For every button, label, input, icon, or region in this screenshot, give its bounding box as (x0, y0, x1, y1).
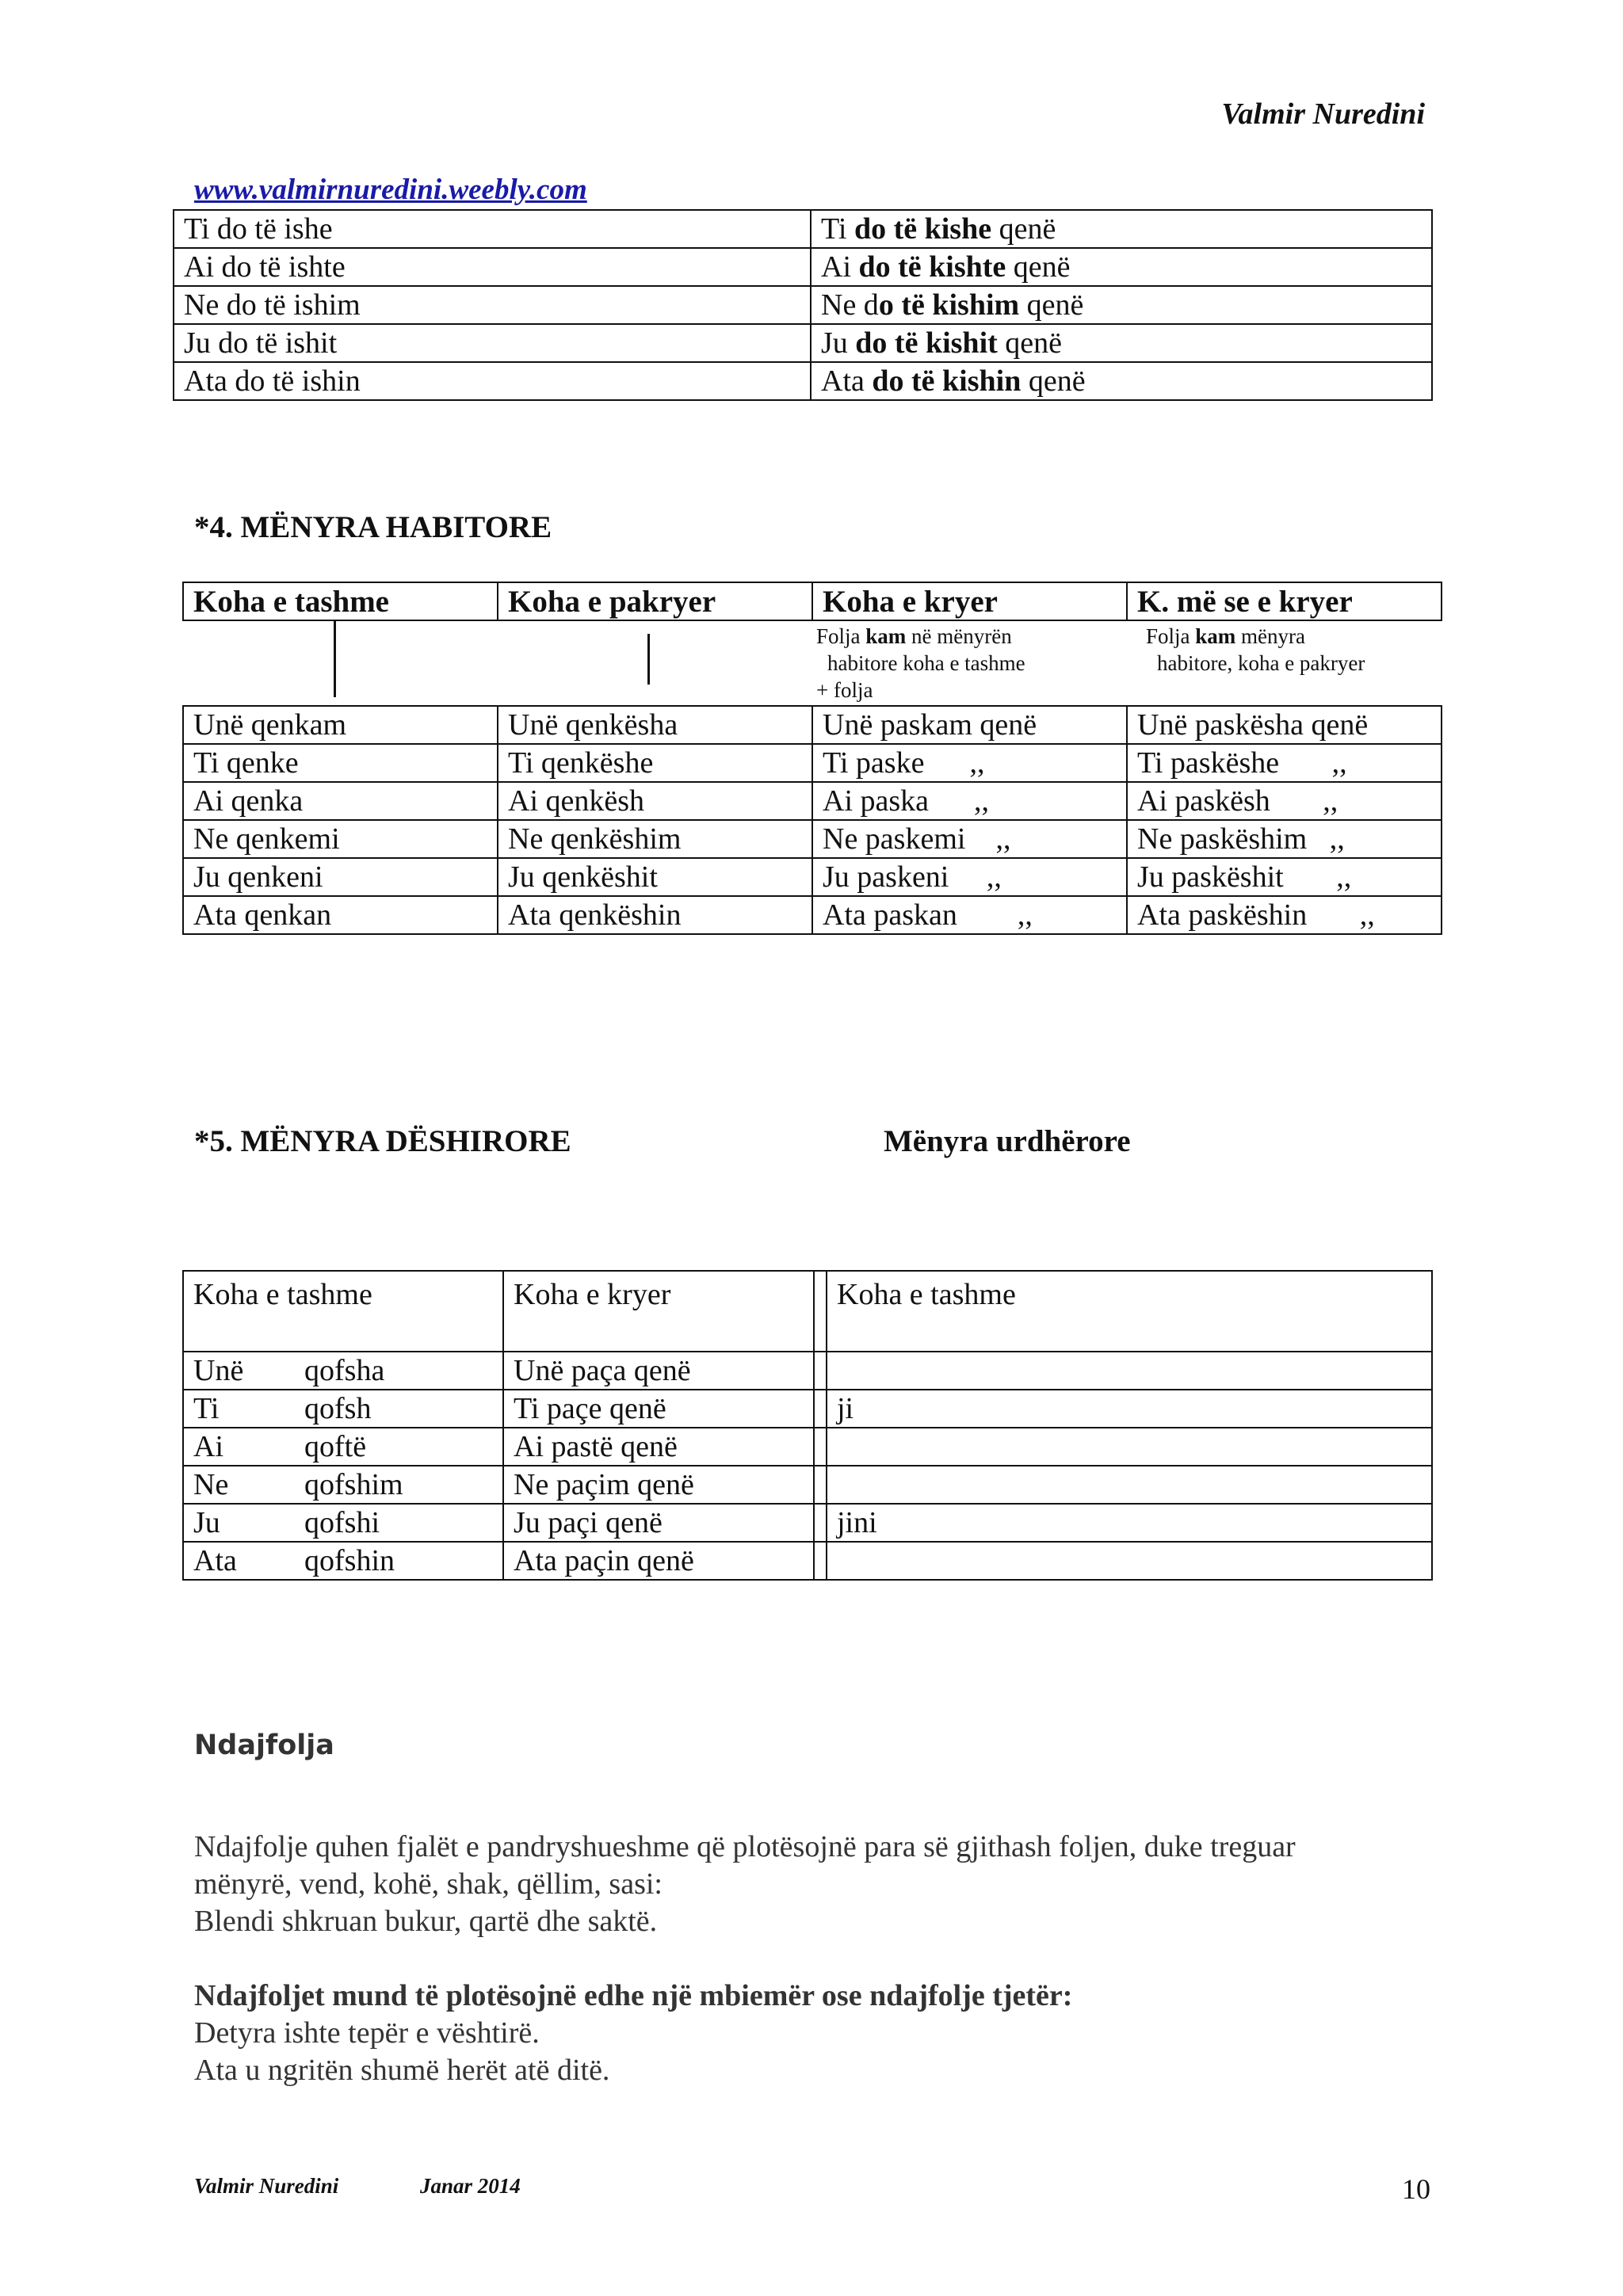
table-cell: Ne qenkëshim (498, 820, 812, 858)
table-cell: Ai qoftë (183, 1428, 503, 1466)
table-header-row (183, 582, 1442, 620)
table-cell: Ai do të ishte (174, 248, 811, 286)
table-cell: Ata paskëshin ,, (1127, 896, 1442, 934)
table-row (183, 1504, 1432, 1542)
table-row (183, 896, 1442, 934)
conditional-table (173, 209, 1433, 401)
table-cell: Ai paska ,, (812, 782, 1127, 820)
table-cell (827, 1352, 1432, 1390)
table-cell: Ata qenkan (183, 896, 498, 934)
divider-line (647, 634, 650, 685)
table-row (183, 744, 1442, 782)
table-row (183, 1466, 1432, 1504)
table-cell: Ju paçi qenë (503, 1504, 814, 1542)
note-me-se-e-kryer: Folja kam mënyra habitore, koha e pakryer (1146, 624, 1365, 675)
page-number: 10 (1402, 2173, 1430, 2205)
table-cell: Ju paskëshit ,, (1127, 858, 1442, 896)
table-cell: Ata paçin qenë (503, 1542, 814, 1580)
habitore-header-table (182, 582, 1442, 621)
table-spacer (814, 1466, 827, 1504)
section-5-subtitle: Mënyra urdhërore (884, 1124, 1131, 1158)
section-4-title: *4. MËNYRA HABITORE (194, 510, 552, 544)
table-cell: Ai paskësh ,, (1127, 782, 1442, 820)
table-cell: Ai qenkësh (498, 782, 812, 820)
table-cell (827, 1466, 1432, 1504)
header-author: Valmir Nuredini (1221, 97, 1425, 131)
table-row (183, 1428, 1432, 1466)
table-cell: Ai pastë qenë (503, 1428, 814, 1466)
table-cell: Ti qenke (183, 744, 498, 782)
table-cell: Ne paskemi ,, (812, 820, 1127, 858)
table-cell: Ju qofshi (183, 1504, 503, 1542)
section-title-ndajfolja: Ndajfolja (194, 1730, 334, 1761)
table-row (174, 248, 1432, 286)
table-cell: Unë paça qenë (503, 1352, 814, 1390)
table-cell: Ata qenkëshin (498, 896, 812, 934)
table-cell: Unë paskam qenë (812, 706, 1127, 744)
paragraph-lead: Ndajfoljet mund të plotësojnë edhe një mbiemër ose ndajfolje tjetër: (194, 1979, 1073, 2012)
table-spacer (814, 1504, 827, 1542)
paragraph-line: Detyra ishte tepër e vështirë. (194, 2016, 540, 2050)
paragraph-line: Ndajfolje quhen fjalët e pandryshueshme që plotësojnë para së gjithash foljen, duke treguar (194, 1830, 1296, 1863)
table-row (174, 210, 1432, 248)
section-5-title: *5. MËNYRA DËSHIRORE (194, 1124, 571, 1158)
table-cell: Ne do të ishim (174, 286, 811, 324)
table-cell: Ata do të ishin (174, 362, 811, 400)
table-row (183, 1542, 1432, 1580)
table-row (174, 324, 1432, 362)
table-cell: Ne paskëshim ,, (1127, 820, 1442, 858)
table-cell: Ti do të kishe qenë (811, 210, 1432, 248)
table-cell: Unë qenkam (183, 706, 498, 744)
table-header-row (183, 1271, 1432, 1352)
website-link[interactable]: www.valmirnuredini.weebly.com (194, 174, 587, 206)
deshirore-table (182, 1270, 1433, 1581)
column-header: Koha e kryer (503, 1271, 814, 1352)
table-cell: Ai do të kishte qenë (811, 248, 1432, 286)
paragraph-examples (194, 1978, 1462, 2089)
table-cell: Ju paskeni ,, (812, 858, 1127, 896)
table-cell: ji (827, 1390, 1432, 1428)
table-cell: Ti qofsh (183, 1390, 503, 1428)
note-koha-e-kryer: Folja kam në mënyrën habitore koha e tashme + folja (816, 624, 1025, 702)
table-spacer (814, 1542, 827, 1580)
paragraph-definition (194, 1829, 1462, 1940)
paragraph-line: Blendi shkruan bukur, qartë dhe saktë. (194, 1905, 658, 1938)
table-cell: Ju do të kishit qenë (811, 324, 1432, 362)
table-cell: Ti paskëshe ,, (1127, 744, 1442, 782)
table-row (183, 782, 1442, 820)
table-spacer (814, 1271, 827, 1352)
table-cell: Ti paske ,, (812, 744, 1127, 782)
table-spacer (814, 1352, 827, 1390)
paragraph-line: Ata u ngritën shumë herët atë ditë. (194, 2054, 610, 2087)
table-row (174, 362, 1432, 400)
table-row (183, 1352, 1432, 1390)
table-spacer (814, 1428, 827, 1466)
table-cell: Ne qenkemi (183, 820, 498, 858)
table-cell: Ata qofshin (183, 1542, 503, 1580)
table-cell: jini (827, 1504, 1432, 1542)
table-cell: Ti do të ishe (174, 210, 811, 248)
table-spacer (814, 1390, 827, 1428)
table-cell: Unë qenkësha (498, 706, 812, 744)
table-cell: Unë qofsha (183, 1352, 503, 1390)
table-cell: Ai qenka (183, 782, 498, 820)
table-cell: Ju qenkeni (183, 858, 498, 896)
table-cell (827, 1428, 1432, 1466)
divider-line (334, 621, 336, 697)
column-header: Koha e tashme (183, 1271, 503, 1352)
table-row (183, 858, 1442, 896)
habitore-table (182, 705, 1442, 935)
footer-date: Janar 2014 (420, 2174, 521, 2198)
table-cell: Ata do të kishin qenë (811, 362, 1432, 400)
table-cell (827, 1542, 1432, 1580)
table-cell: Ne qofshim (183, 1466, 503, 1504)
table-cell: Ne paçim qenë (503, 1466, 814, 1504)
column-header: K. më se e kryer (1127, 582, 1442, 620)
footer-author: Valmir Nuredini (194, 2174, 339, 2198)
table-cell: Ata paskan ,, (812, 896, 1127, 934)
paragraph-line: mënyrë, vend, kohë, shak, qëllim, sasi: (194, 1867, 663, 1901)
column-header: Koha e pakryer (498, 582, 812, 620)
table-cell: Ti qenkëshe (498, 744, 812, 782)
column-header: Koha e tashme (183, 582, 498, 620)
table-cell: Ne do të kishim qenë (811, 286, 1432, 324)
column-header: Koha e tashme (827, 1271, 1432, 1352)
table-row (183, 1390, 1432, 1428)
column-header: Koha e kryer (812, 582, 1127, 620)
table-row (183, 820, 1442, 858)
table-cell: Ju qenkëshit (498, 858, 812, 896)
table-row (183, 706, 1442, 744)
table-cell: Ju do të ishit (174, 324, 811, 362)
table-cell: Ti paçe qenë (503, 1390, 814, 1428)
table-row (174, 286, 1432, 324)
table-cell: Unë paskësha qenë (1127, 706, 1442, 744)
